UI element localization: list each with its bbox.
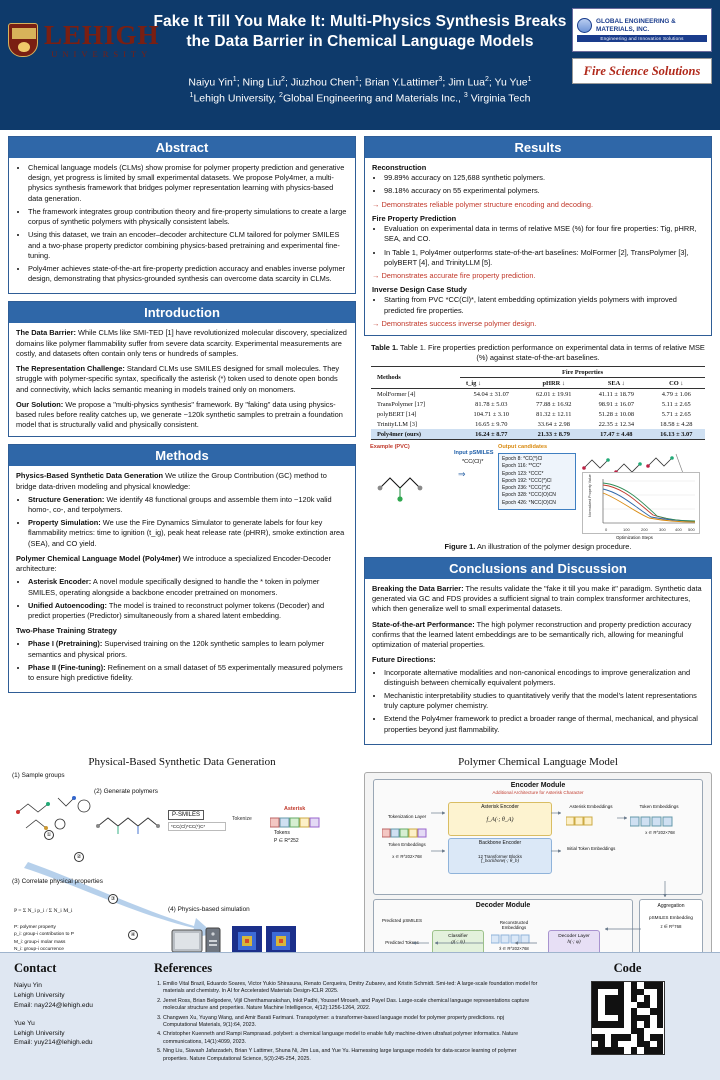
decoder-layer-label: Decoder Layer xyxy=(558,933,590,939)
results-bullets xyxy=(372,295,704,315)
conclusion-text: The results validate the "fake it till you make it" paradigm. Synthetic data generated via GC and FDS provides a sufficient signal to train complex transformer architectures, which then generalize well to small experimental datasets. xyxy=(372,584,702,614)
intro-paragraph xyxy=(16,364,348,395)
list-item xyxy=(28,577,348,597)
reference-item: 3. Changwen Xu, Yuyang Wang, and Amir Barati Farimani. Transpolymer: a transformer-based language model for polymer property predictions. npj Computational Materials, 9(1):64, 2023. xyxy=(163,1015,539,1030)
poster-body xyxy=(0,130,720,994)
contact-name: Naiyu Yin xyxy=(14,982,42,989)
methods-block xyxy=(16,626,348,636)
property-optimization-plot xyxy=(582,472,700,534)
token-embeddings-dim: x ∈ R^202×768 xyxy=(392,853,422,859)
step-marker-4: ④ xyxy=(128,930,138,940)
cell-tig: 104.71 ± 3.10 xyxy=(473,410,509,418)
cell-tig: 16.24 ± 8.77 xyxy=(460,429,523,440)
gem-logo xyxy=(572,8,712,52)
contact-org: Lehigh University xyxy=(14,991,65,999)
cell-co: 18.58 ± 4.28 xyxy=(660,420,693,428)
methods-bullets xyxy=(16,495,348,549)
intro-text: Standard CLMs use SMILES designed for small molecules. They struggle with polymer-specific syntax, specifically the asterisk (*) token used to denote open bonds and connectivity, which lacks semantic meaning in models trained only on monomers. xyxy=(16,364,340,394)
cell-phrr: 81.32 ± 12.11 xyxy=(536,410,572,418)
methods-lead: Physics-Based Synthetic Data Generation xyxy=(16,471,164,481)
bullet-lead: Structure Generation: xyxy=(28,494,105,504)
results-group-title: Inverse Design Case Study xyxy=(372,285,467,295)
intro-lead: The Representation Challenge: xyxy=(16,364,125,374)
cell-sea: 51.28 ± 10.08 xyxy=(598,410,635,418)
results-bullets xyxy=(372,224,704,268)
svg-text:100: 100 xyxy=(623,527,630,533)
list-item: • 99.89% accuracy on 125,688 synthetic polymers. xyxy=(384,173,704,183)
psmiles-embedding-label: pSMILES Embedding xyxy=(649,914,693,920)
table1-block xyxy=(364,343,712,440)
svg-text:0: 0 xyxy=(605,527,608,533)
cell-co: 16.13 ± 3.07 xyxy=(648,429,705,440)
cell-co: 4.79 ± 1.06 xyxy=(661,390,691,398)
asterisk-label: Asterisk xyxy=(284,805,306,812)
author-names: Naiyu Yin$^1$; Ning Liu$^2$; Jiuzhou Chen$^1$; Brian Y.Lattimer$^3$; Jim Lua$^2$; Yu Yue$^1$ xyxy=(188,75,532,89)
generated-polymer-icon xyxy=(92,800,212,842)
lehigh-crest-icon xyxy=(8,23,38,57)
figure1-caption-text: An illustration of the polymer design procedure. xyxy=(475,542,632,552)
list-item: Epoch 192: *CCC(*)Cl xyxy=(502,477,552,484)
cell-tig: 81.78 ± 5.03 xyxy=(475,400,508,408)
token-embeddings-label: Token Embeddings xyxy=(388,841,426,847)
list-item: • Evaluation on experimental data in terms of relative MSE (%) for four fire properties: Tig, pHRR, SEA, and CO. xyxy=(384,224,704,244)
left-column xyxy=(8,136,356,752)
references-heading: References xyxy=(154,961,213,975)
contact-block xyxy=(14,961,144,1072)
step-marker-1: ① xyxy=(44,830,54,840)
psmiles-embedding-dim: z ∈ R^768 xyxy=(660,923,682,929)
code-heading: Code xyxy=(613,961,642,975)
encoder-output-dim: x ∈ R^202×768 xyxy=(645,829,675,835)
methods-bullets xyxy=(16,577,348,621)
cell-method: TrinityLLM [3] xyxy=(376,420,418,428)
list-item: • In Table 1, Poly4mer outperforms state-of-the-art baselines: MolFormer [2], TransPolymer [3], polyBERT [4], and TrinityLLM [5]. xyxy=(384,248,704,268)
sponsor-logos xyxy=(572,8,712,84)
cell-method: MolFormer [4] xyxy=(376,390,416,398)
right-column xyxy=(364,136,712,752)
abstract-bullets xyxy=(16,163,348,284)
cell-method: polyBERT [14] xyxy=(376,410,417,418)
methods-lead: Two-Phase Training Strategy xyxy=(16,626,117,636)
backbone-encoder-label: Backbone Encoder xyxy=(478,839,522,846)
contact-name: Yue Yu xyxy=(14,1019,35,1027)
references-list xyxy=(154,981,539,1063)
fig1-arrow-icon: ⇒ xyxy=(458,469,466,480)
abstract-heading: Abstract xyxy=(9,137,355,158)
code-block xyxy=(549,961,706,1072)
results-note: → Demonstrates reliable polymer structure encoding and decoding. xyxy=(372,199,594,209)
list-item xyxy=(28,663,348,683)
methods-lead: Polymer Chemical Language Model (Poly4mer) xyxy=(16,553,181,563)
fig1-candidate-list xyxy=(498,453,576,510)
table1-caption-text: Table 1. Fire properties prediction performance on experimental data in terms of relative MSE (%) against state-of-the-art baselines. xyxy=(400,343,705,363)
reference-item: 2. Jerret Ross, Brian Belgodere, Vijil Chenthamarakshan, Inkit Padhi, Youssef Mroueh, and Payel Das. Large-scale chemical language representations capture molecular structure and properties. Nature Machine Intelligence, 4(12):1256-1264, 2022. xyxy=(163,998,539,1013)
list-item: • 98.18% accuracy on 55 experimental polymers. xyxy=(384,186,704,196)
contact-org: Lehigh University xyxy=(14,1029,65,1037)
step-marker-3: ③ xyxy=(108,894,118,904)
cell-co: 5.71 ± 2.65 xyxy=(661,410,691,418)
cell-sea: 17.47 ± 4.48 xyxy=(585,429,648,440)
svg-text:300: 300 xyxy=(659,527,666,533)
intro-text: We propose a "multi-physics synthesis" framework. By "faking" data using physics-based rules before reality catches up, we generate ~120k synthetic samples to pretrain a foundation model that is structurally valid and physically consistent. xyxy=(16,399,343,430)
synthetic-data-figure-title: Physical-Based Synthetic Data Generation xyxy=(88,755,276,768)
svg-text:400: 400 xyxy=(675,527,682,533)
pipeline-step-2: (2) Generate polymers xyxy=(94,787,158,795)
introduction-section xyxy=(8,301,356,437)
list-item: • Chemical language models (CLMs) show promise for polymer property prediction and generative design, yet progress is limited by small experimental datasets. We propose Poly4mer, a multi-physics synthesis framework that bridges polymer representation learning with physics-based data generation. xyxy=(28,163,348,204)
conclusion-text: The high polymer reconstruction and property prediction accuracy confirms that the learned latent embeddings are to be semantically rich, allowing for meaningful optimization of material properties. xyxy=(372,619,692,650)
table-row xyxy=(371,409,705,419)
clm-figure-title: Polymer Chemical Language Model xyxy=(458,755,618,768)
contact-1 xyxy=(14,981,144,1011)
encoder-output-strip-icon xyxy=(630,816,690,830)
formula-legend xyxy=(14,924,74,954)
poster-footer xyxy=(0,952,720,1080)
list-item xyxy=(28,518,348,549)
token-strip-icon xyxy=(382,828,432,840)
list-item: Epoch 116: **CC* xyxy=(502,463,542,470)
step-marker-2: ② xyxy=(74,852,84,862)
list-item: • Poly4mer achieves state-of-the-art fire-property prediction accuracy and enables inverse polymer design, demonstrating that physics-grounded synthesis can overcome data scarcity in CLMs. xyxy=(28,264,348,284)
cell-tig: 54.04 ± 31.07 xyxy=(473,390,509,398)
table-col-tig: t_ig ↓ xyxy=(460,378,523,389)
classifier-fn: g(·; ψ) xyxy=(451,938,465,945)
psmiles-label: P-SMILES xyxy=(168,810,204,820)
initial-token-embeddings-label: Initial Token Embeddings xyxy=(566,845,616,851)
lehigh-subwordmark: UNIVERSITY xyxy=(51,49,153,59)
methods-text: We introduce a specialized Encoder-Decoder architecture: xyxy=(16,553,331,574)
reference-item: 1. Emilio Vital Brazil, Eduardo Soares, Victor Yukio Shirasuna, Renato Cerqueira, Dmitry Zubarev, and Kristin Schmidt. Smi-ted: A large-scale foundation model for materials and chemistry. In AI for Accelerated Materials Design-ICLR 2025. xyxy=(163,981,539,996)
list-item: • The framework integrates group contribution theory and fire-property simulations to create a large corpus of synthetic polymers with physically consistent labels. xyxy=(28,207,348,227)
conclusion-paragraph xyxy=(372,584,704,615)
svg-text:200: 200 xyxy=(641,527,648,533)
contact-email[interactable]: Email: yuy214@lehigh.edu xyxy=(14,1039,93,1047)
figure1-caption-bold: Figure 1. xyxy=(444,542,476,552)
methods-block xyxy=(16,554,348,574)
transformer-blocks-label: 12 Transformer Blocks xyxy=(478,853,522,859)
bullet-text: A novel module specifically designed to handle the * token in polymer SMILES, operating alongside a backbone encoder pretrained on monomers. xyxy=(28,577,320,597)
references-block xyxy=(154,961,539,1072)
table-col-sea: SEA ↓ xyxy=(585,378,648,389)
list-item: • Using this dataset, we train an encoder–decoder architecture CLM tailored for polymer SMILES and a two-phase property predictor combining physics-based pretraining and experimental fine-tuning. xyxy=(28,230,348,261)
author-affiliations: $^1$Lehigh University, $^2$Global Engineering and Materials Inc., $^3$ Virginia Tech xyxy=(189,91,531,105)
encoder-title: Encoder Module xyxy=(510,781,566,789)
list-item: • Mechanistic interpretability studies to quantitatively verify that the model's latent representations truly capture polymer chemistry. xyxy=(384,691,704,711)
cell-phrr: 33.64 ± 2.98 xyxy=(537,420,570,428)
introduction-heading: Introduction xyxy=(9,302,355,323)
list-item: • Starting from PVC *CC(Cl)*, latent embedding optimization yields polymers with improved predicted fire properties. xyxy=(384,295,704,315)
results-section xyxy=(364,136,712,336)
pipeline-step-4: (4) Physics-based simulation xyxy=(168,905,250,913)
aggregation-box xyxy=(639,899,703,959)
methods-text: We utilize the Group Contribution (GC) method to bridge data-driven modeling and physical knowledge: xyxy=(16,471,327,491)
lehigh-logo xyxy=(8,22,160,59)
poster-title: Fake It Till You Make It: Multi-Physics Synthesis Breaks the Data Barrier in Chemical Language Models xyxy=(153,13,567,51)
fire-properties-table xyxy=(371,366,705,440)
tokens-dim: P ∈ R^252 xyxy=(274,837,299,844)
bullet-text: We use the Fire Dynamics Simulator to generate labels for four key flammability metrics: time to ignition (t_ig), peak heat release rate (pHRR), smoke extinction area (SEA), and CO yield. xyxy=(28,518,345,548)
bullet-lead: Phase I (Pretraining): xyxy=(28,639,103,649)
contact-heading: Contact xyxy=(14,961,57,975)
bullet-lead: Property Simulation: xyxy=(28,518,101,528)
asterisk-encoder-box xyxy=(448,802,552,836)
tokenization-layer-label: Tokenization Layer xyxy=(387,813,427,819)
intro-paragraph xyxy=(16,400,348,431)
svg-text:500: 500 xyxy=(688,527,695,533)
cell-phrr: 21.33 ± 8.79 xyxy=(523,429,586,440)
list-item: Epoch 236: *CCC(*)C xyxy=(502,485,551,492)
aggregation-label: Aggregation xyxy=(657,902,685,909)
results-bullets xyxy=(372,173,704,196)
methods-section xyxy=(8,444,356,693)
bullet-text: Supervised training on the 120k synthetic samples to learn polymer semantics and physical priors. xyxy=(28,639,325,659)
list-item: • Incorporate alternative modalities and non-canonical encodings to improve generalization and distinguish between chemically equivalent polymers. xyxy=(384,668,704,688)
table-row xyxy=(371,419,705,429)
bullet-lead: Unified Autoencoding: xyxy=(28,600,107,610)
methods-heading: Methods xyxy=(9,445,355,466)
lehigh-wordmark: LEHIGH xyxy=(44,20,160,50)
pvc-molecule-icon xyxy=(374,458,444,504)
output-token-embeddings-label: Token Embeddings xyxy=(639,803,679,809)
bullet-lead: Phase II (Fine-tuning): xyxy=(28,662,106,672)
results-note: → Demonstrates success inverse polymer design. xyxy=(372,318,537,328)
results-group-title: Fire Property Prediction xyxy=(372,213,457,223)
intro-lead: Our Solution: xyxy=(16,399,64,409)
cell-tig: 16.65 ± 9.70 xyxy=(475,420,508,428)
list-item xyxy=(28,495,348,515)
future-directions-title: Future Directions: xyxy=(372,655,436,665)
intro-lead: The Data Barrier: xyxy=(16,328,76,338)
bullet-text: Refinement on a small dataset of 55 experimentally measured polymers to ensure high predictive fidelity. xyxy=(28,662,343,683)
contact-2 xyxy=(14,1019,144,1049)
cell-co: 5.11 ± 2.65 xyxy=(661,400,691,408)
tokenize-label: Tokenize xyxy=(232,815,252,822)
list-item: Epoch 328: *CCC(O)CN xyxy=(502,492,556,499)
poster-header xyxy=(0,0,720,130)
cell-sea: 98.91 ± 16.07 xyxy=(598,400,635,408)
table1-caption: Table 1. Table 1. Fire properties prediction performance on experimental data in terms of relative MSE (%) against state-of-the-art baselines. xyxy=(371,343,705,363)
decoder-layer-fn: h(·; φ) xyxy=(567,938,581,945)
results-heading: Results xyxy=(365,137,711,158)
conclusion-lead: Breaking the Data Barrier: xyxy=(372,584,464,594)
recon-strip-icon xyxy=(491,934,537,946)
qr-code[interactable] xyxy=(591,981,665,1055)
backbone-encoder-box xyxy=(448,838,552,874)
asterisk-emb-icon xyxy=(566,816,610,828)
list-item: • Extend the Poly4mer framework to predict a broader range of thermal, mechanical, and physical properties beyond just flammability. xyxy=(384,714,704,734)
classifier-label: Classifier xyxy=(448,933,468,939)
contact-email[interactable]: Email: nay224@lehigh.edu xyxy=(14,1001,93,1009)
reconstructed-embeddings-label: Reconstructed Embeddings xyxy=(499,919,529,930)
bullet-lead: Asterisk Encoder: xyxy=(28,577,92,587)
future-directions-bullets xyxy=(372,668,704,735)
list-item: Epoch 426: *NCC(O)CN xyxy=(502,499,556,506)
gc-formula: P = Σ N_i p_i / Σ N_i M_i xyxy=(14,907,73,914)
table-col-co: CO ↓ xyxy=(648,378,705,389)
cell-sea: 41.11 ± 18.79 xyxy=(598,390,634,398)
results-note: → Demonstrates accurate fire property prediction. xyxy=(372,270,536,280)
reference-item: 4. Christopher Kuenneth and Rampi Ramprasad. polybert: a chemical language model to enable fully machine-driven ultrafast polymer informatics. Nature communications, 14(1):4099, 2023. xyxy=(163,1031,539,1046)
gem-logo-tagline: Engineering and Innovation Solutions xyxy=(600,36,684,41)
legend-item: N_i: group-i occurrence xyxy=(14,947,64,953)
predicted-tokens-label: Predicted Tokens xyxy=(385,939,419,945)
backbone-fn: f_backbone(·; θ_b) xyxy=(481,858,519,864)
cell-phrr: 62.01 ± 19.91 xyxy=(536,390,572,398)
reconstructed-dim: x̂ ∈ R^202×768 xyxy=(499,945,529,951)
fire-science-logo-text: Fire Science Solutions xyxy=(583,63,701,78)
intro-paragraph xyxy=(16,328,348,359)
cell-method: Poly4mer (ours) xyxy=(371,429,460,440)
results-group-title: Reconstruction xyxy=(372,163,427,172)
table-col-phrr: pHRR ↓ xyxy=(523,378,586,389)
bullet-text: The model is trained to reconstruct polymer tokens (Decoder) and predict properties (Predictor) simultaneously from a shared latent embedding. xyxy=(28,600,325,620)
cell-sea: 22.35 ± 12.34 xyxy=(598,420,635,428)
list-item: Epoch 123: *CCC* xyxy=(502,470,544,477)
pipeline-step-1: (1) Sample groups xyxy=(12,771,65,779)
asterisk-encoder-label: Asterisk Encoder xyxy=(481,803,519,810)
gem-logo-name: GLOBAL ENGINEERING & MATERIALS, INC. xyxy=(596,18,676,33)
plot-xlabel: Optimization Steps xyxy=(616,535,653,541)
abstract-section xyxy=(8,136,356,294)
legend-item: p_i: group-i contribution to P xyxy=(14,932,74,938)
cell-method: TransPolymer [17] xyxy=(376,400,426,408)
fig1-candidates-label: Output candidates xyxy=(498,444,548,451)
table-row xyxy=(371,389,705,400)
svg-text:Normalized Property Value: Normalized Property Value xyxy=(588,474,592,518)
psmiles-string: *CC(Cl)*CC(*)C* xyxy=(168,822,226,831)
figure1-caption xyxy=(372,542,704,551)
cell-phrr: 77.88 ± 16.92 xyxy=(536,400,572,408)
list-item: Epoch 8: *CC(*)Cl xyxy=(502,456,543,463)
predicted-psmiles-label: Predicted pSMILES xyxy=(381,917,423,923)
asterisk-encoder-fn: f_A(·; θ_A) xyxy=(486,816,514,823)
encoder-note: Additional Architecture for Asterisk Character xyxy=(492,789,584,795)
table-row xyxy=(371,429,705,440)
fig1-input-value: *CC(Cl)* xyxy=(462,459,484,466)
methods-bullets xyxy=(16,639,348,683)
fire-science-logo xyxy=(572,58,712,84)
intro-text: While CLMs like SMI-TED [1] have revolutionized molecular discovery, specialized domains like polymer flammability suffer from severe data scarcity. Experimental measurements are costly, and datasets often contain only tens or hundreds of samples. xyxy=(16,328,347,358)
tokens-label: Tokens xyxy=(274,829,290,836)
table-col-methods: Methods xyxy=(371,367,460,389)
conclusion-lead: State-of-the-art Performance: xyxy=(372,619,475,629)
fig1-example-label: Example (PVC) xyxy=(370,444,410,451)
conclusions-heading: Conclusions and Discussion xyxy=(365,558,711,579)
list-item xyxy=(28,601,348,621)
conclusions-section xyxy=(364,557,712,745)
list-item xyxy=(28,639,348,659)
asterisk-embeddings-label: Asterisk Embeddings xyxy=(569,803,613,809)
globe-icon xyxy=(577,18,592,33)
legend-item: P: polymer property xyxy=(14,924,56,930)
legend-item: M_i: group-i molar mass xyxy=(14,939,66,945)
decoder-title: Decoder Module xyxy=(475,901,531,909)
pipeline-step-3: (3) Correlate physical properties xyxy=(12,877,103,885)
table-row xyxy=(371,399,705,409)
reference-item: 5. Ning Liu, Siavash Jafarzadeh, Brian Y Lattimer, Shuna Ni, Jim Lua, and Yue Yu. Harnessing large language models for data-scarce learning of polymer properties. Nature Computational Science, 5(3):245-254, 2025. xyxy=(163,1048,539,1063)
conclusion-paragraph xyxy=(372,620,704,651)
table-col-group: Fire Properties xyxy=(460,367,705,378)
bullet-text: We identify 48 functional groups and assemble them into ~120k valid homo-, co-, and terpolymers. xyxy=(28,494,332,515)
fig1-input-label: Input pSMILES xyxy=(454,450,494,457)
encoder-module xyxy=(373,779,703,895)
methods-block xyxy=(16,471,348,491)
figure1 xyxy=(368,442,708,541)
